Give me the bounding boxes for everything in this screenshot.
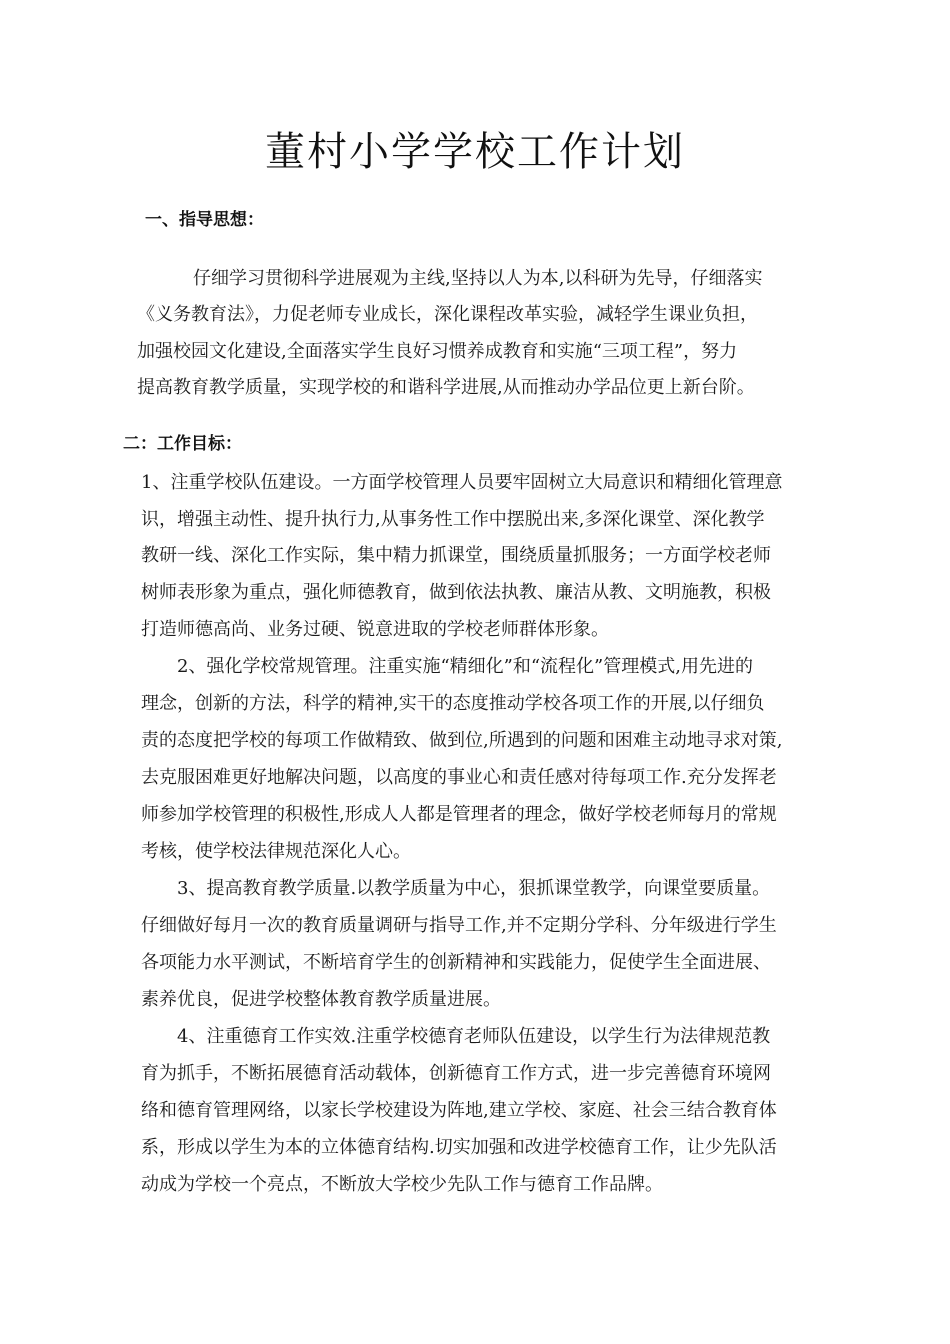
document-title: 董村小学学校工作计划 xyxy=(265,129,685,175)
section-heading-guiding-ideology: 一、指导思想： xyxy=(145,210,264,230)
paragraph-line: 仔细学习贯彻科学进展观为主线,坚持以人为本,以科研为先导，仔细落实 xyxy=(193,268,763,289)
paragraph-line: 育为抓手，不断拓展德育活动载体，创新德育工作方式，进一步完善德育环境网 xyxy=(141,1063,771,1084)
paragraph-line: 理念，创新的方法，科学的精神,实干的态度推动学校各项工作的开展,以仔细负 xyxy=(141,693,765,714)
paragraph-line: 提高教育教学质量，实现学校的和谐科学进展,从而推动办学品位更上新台阶。 xyxy=(137,377,755,398)
paragraph-line: 去克服困难更好地解决问题，以高度的事业心和责任感对待每项工作.充分发挥老 xyxy=(141,767,777,788)
paragraph-line: 树师表形象为重点，强化师德教育，做到依法执教、廉洁从教、文明施教，积极 xyxy=(141,582,771,603)
paragraph-line: 络和德育管理网络，以家长学校建设为阵地,建立学校、家庭、社会三结合教育体 xyxy=(141,1100,777,1121)
paragraph-line: 《义务教育法》，力促老师专业成长，深化课程改革实验，减轻学生课业负担， xyxy=(137,304,758,325)
paragraph-line: 打造师德高尚、业务过硬、锐意进取的学校老师群体形象。 xyxy=(141,619,609,640)
paragraph-line: 各项能力水平测试，不断培育学生的创新精神和实践能力，促使学生全面进展、 xyxy=(141,952,771,973)
paragraph-line: 仔细做好每月一次的教育质量调研与指导工作,并不定期分学科、分年级进行学生 xyxy=(141,915,777,936)
paragraph-line: 1、注重学校队伍建设。一方面学校管理人员要牢固树立大局意识和精细化管理意 xyxy=(141,472,783,493)
paragraph-line: 加强校园文化建设,全面落实学生良好习惯养成教育和实施“三项工程”，努力 xyxy=(137,341,738,362)
paragraph-line: 教研一线、深化工作实际，集中精力抓课堂，围绕质量抓服务；一方面学校老师 xyxy=(141,545,771,566)
paragraph-line: 4、注重德育工作实效.注重学校德育老师队伍建设，以学生行为法律规范教 xyxy=(177,1026,771,1047)
paragraph-line: 系，形成以学生为本的立体德育结构.切实加强和改进学校德育工作，让少先队活 xyxy=(141,1137,777,1158)
paragraph-line: 素养优良，促进学校整体教育教学质量进展。 xyxy=(141,989,501,1010)
paragraph-line: 师参加学校管理的积极性,形成人人都是管理者的理念，做好学校老师每月的常规 xyxy=(141,804,777,825)
paragraph-line: 识，增强主动性、提升执行力,从事务性工作中摆脱出来,多深化课堂、深化教学 xyxy=(141,509,765,530)
paragraph-line: 3、提高教育教学质量.以教学质量为中心，狠抓课堂教学，向课堂要质量。 xyxy=(177,878,771,899)
section-heading-work-goals: 二：工作目标： xyxy=(123,434,242,454)
paragraph-line: 2、强化学校常规管理。注重实施“精细化”和“流程化”管理模式,用先进的 xyxy=(177,656,753,677)
paragraph-line: 动成为学校一个亮点，不断放大学校少先队工作与德育工作品牌。 xyxy=(141,1174,663,1195)
paragraph-line: 考核，使学校法律规范深化人心。 xyxy=(141,841,411,862)
paragraph-line: 责的态度把学校的每项工作做精致、做到位,所遇到的问题和困难主动地寻求对策, xyxy=(141,730,783,751)
